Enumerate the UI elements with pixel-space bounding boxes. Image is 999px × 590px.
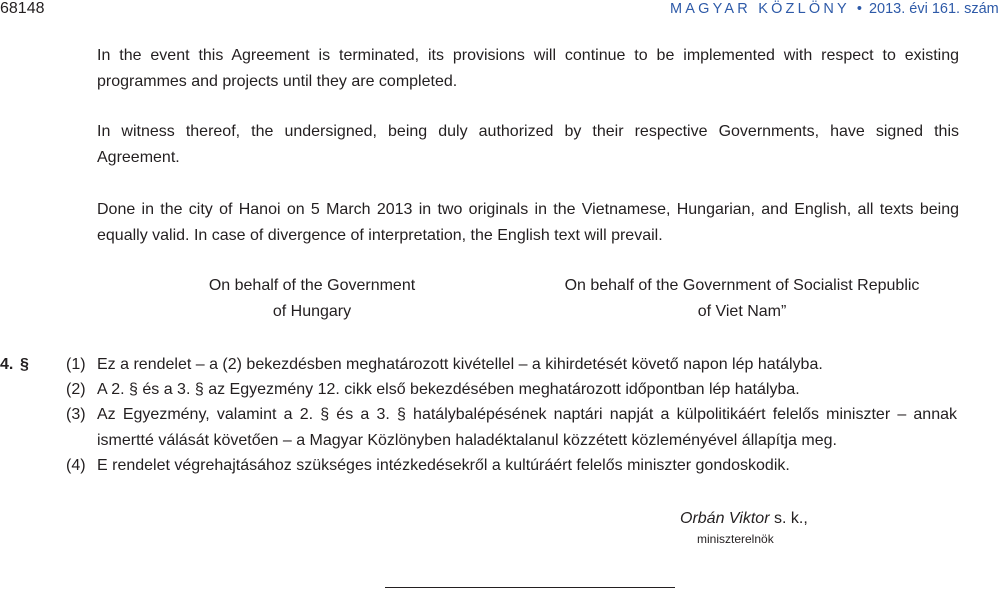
journal-header (670, 1, 999, 17)
witness-paragraph (97, 119, 959, 171)
signer-suffix: s. k., (769, 510, 808, 527)
journal-name: MAGYAR KÖZLÖNY (670, 1, 850, 17)
section-symbol: § (20, 356, 29, 373)
closing-rule (385, 587, 675, 588)
item-4-number: (4) (66, 457, 86, 474)
item-3-number: (3) (66, 406, 86, 423)
item-4-text: E rendelet végrehajtásához szükséges intézkedésekről a kultúráért felelős miniszter gondoskodik. (97, 457, 790, 474)
sig-vietnam-line-2: of Viet Nam” (697, 303, 787, 320)
sig-hungary-line-2: of Hungary (272, 303, 352, 320)
item-3-line-2: ismertté válását követően – a Magyar Közlönyben haladéktalanul közzétett közleményével állapítja meg. (97, 432, 837, 449)
section-number: 4. (0, 356, 14, 373)
signer (680, 506, 808, 532)
done-line-1: Done in the city of Hanoi on 5 March 2013 in two originals in the Vietnamese, Hungarian, and English, all texts being (97, 201, 959, 218)
termination-paragraph (97, 43, 959, 95)
item-3-text (97, 402, 957, 454)
item-2-number: (2) (66, 381, 86, 398)
done-paragraph (97, 197, 959, 249)
issue-label: 2013. évi 161. szám (868, 1, 999, 17)
signer-title: miniszterelnök (697, 532, 774, 546)
item-1-text: Ez a rendelet – a (2) bekezdésben meghatározott kivétellel – a kihirdetését követő napon lép hatályba. (97, 356, 823, 373)
item-3-line-1: Az Egyezmény, valamint a 2. § és a 3. § hatálybalépésének naptári napját a külpolitikáért felelős miniszter – annak (97, 406, 957, 423)
signature-block-vietnam (532, 273, 952, 325)
termination-line-1: In the event this Agreement is terminated, its provisions will continue to be implemented with respect to existing (97, 47, 959, 64)
done-line-2: equally valid. In case of divergence of interpretation, the English text will prevail. (97, 227, 663, 244)
item-1-number: (1) (66, 356, 86, 373)
header-bullet: • (856, 1, 862, 17)
signature-block-hungary (162, 273, 462, 325)
signer-name: Orbán Viktor (680, 510, 770, 527)
sig-vietnam-line-1: On behalf of the Government of Socialist Republic (564, 277, 920, 294)
sig-hungary-line-1: On behalf of the Government (208, 277, 416, 294)
item-2-text: A 2. § és a 3. § az Egyezmény 12. cikk első bekezdésében meghatározott időpontban lép hatályba. (97, 381, 800, 398)
witness-line-1: In witness thereof, the undersigned, being duly authorized by their respective Governments, have signed this (97, 123, 959, 140)
termination-line-2: programmes and projects until they are completed. (97, 73, 458, 90)
witness-line-2: Agreement. (97, 149, 180, 166)
page-number: 68148 (0, 0, 45, 17)
